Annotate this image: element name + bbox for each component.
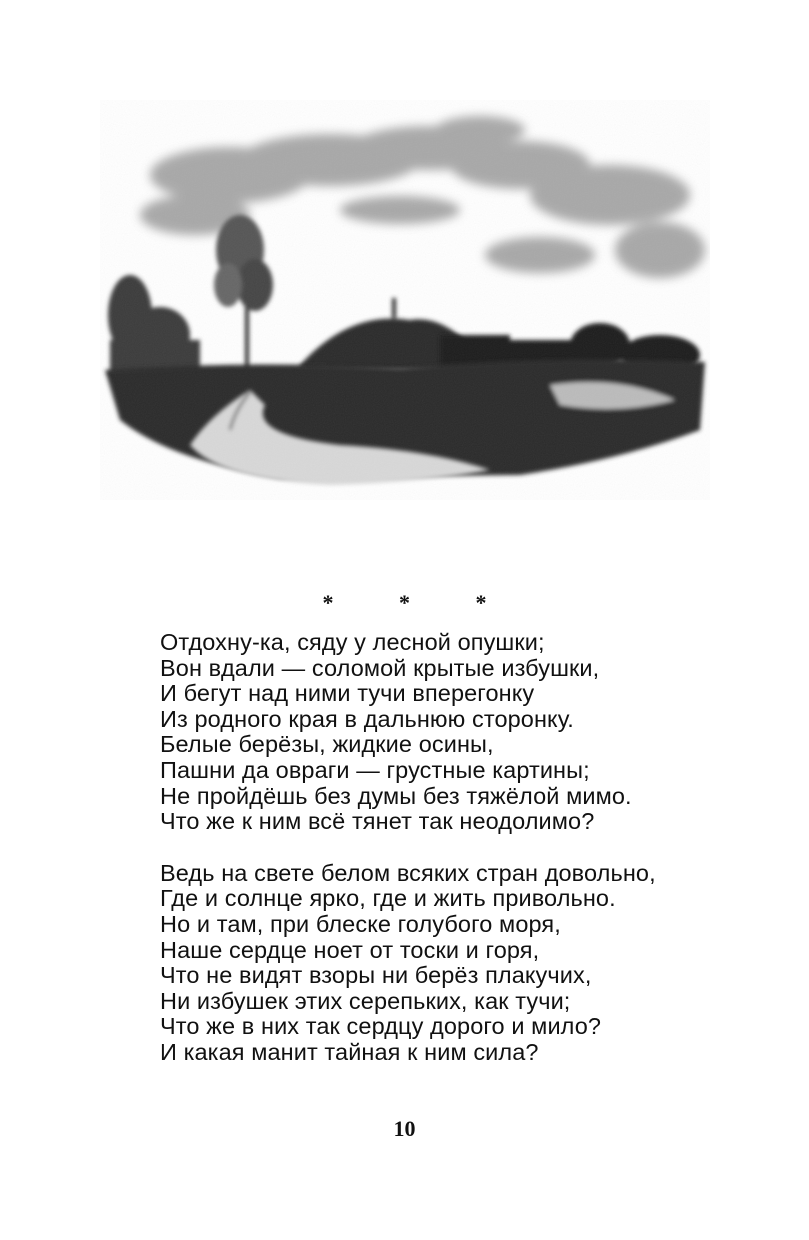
poem bbox=[160, 630, 760, 1092]
poem-line: Что же в них так сердцу дорого и мило? bbox=[160, 1013, 602, 1040]
poem-line: Но и там, при блеске голубого моря, bbox=[160, 910, 561, 937]
poem-line: И бегут над ними тучи вперегонку bbox=[160, 680, 535, 707]
poem-line: Белые берёзы, жидкие осины, bbox=[160, 731, 494, 758]
poem-line: Не пройдёшь без думы без тяжёлой мимо. bbox=[160, 782, 632, 809]
poem-line: Из родного края в дальнюю сторонку. bbox=[160, 705, 574, 732]
poem-line: Ведь на свете белом всяких стран довольно, bbox=[160, 859, 656, 886]
poem-line: Отдохну-ка, сяду у лесной опушки; bbox=[160, 629, 545, 655]
poem-line: Что же к ним всё тянет так неодолимо? bbox=[160, 808, 595, 835]
stanza-1 bbox=[160, 630, 760, 835]
poem-line: Где и солнце ярко, где и жить привольно. bbox=[160, 885, 616, 912]
landscape-illustration bbox=[100, 100, 710, 500]
stanza-separator: * * * bbox=[322, 590, 517, 615]
poem-line: Вон вдали — соломой крытые избушки, bbox=[160, 654, 600, 681]
poem-line: Пашни да овраги — грустные картины; bbox=[160, 756, 590, 783]
poem-line: И какая манит тайная к ним сила? bbox=[160, 1038, 539, 1065]
stanza-2 bbox=[160, 861, 760, 1066]
poem-line: Что не видят взоры ни берёз плакучих, bbox=[160, 962, 592, 989]
poem-line: Наше сердце ноет от тоски и горя, bbox=[160, 936, 540, 963]
poem-line: Ни избушек этих серепьких, как тучи; bbox=[160, 987, 571, 1014]
page-number: 10 bbox=[393, 1116, 416, 1141]
